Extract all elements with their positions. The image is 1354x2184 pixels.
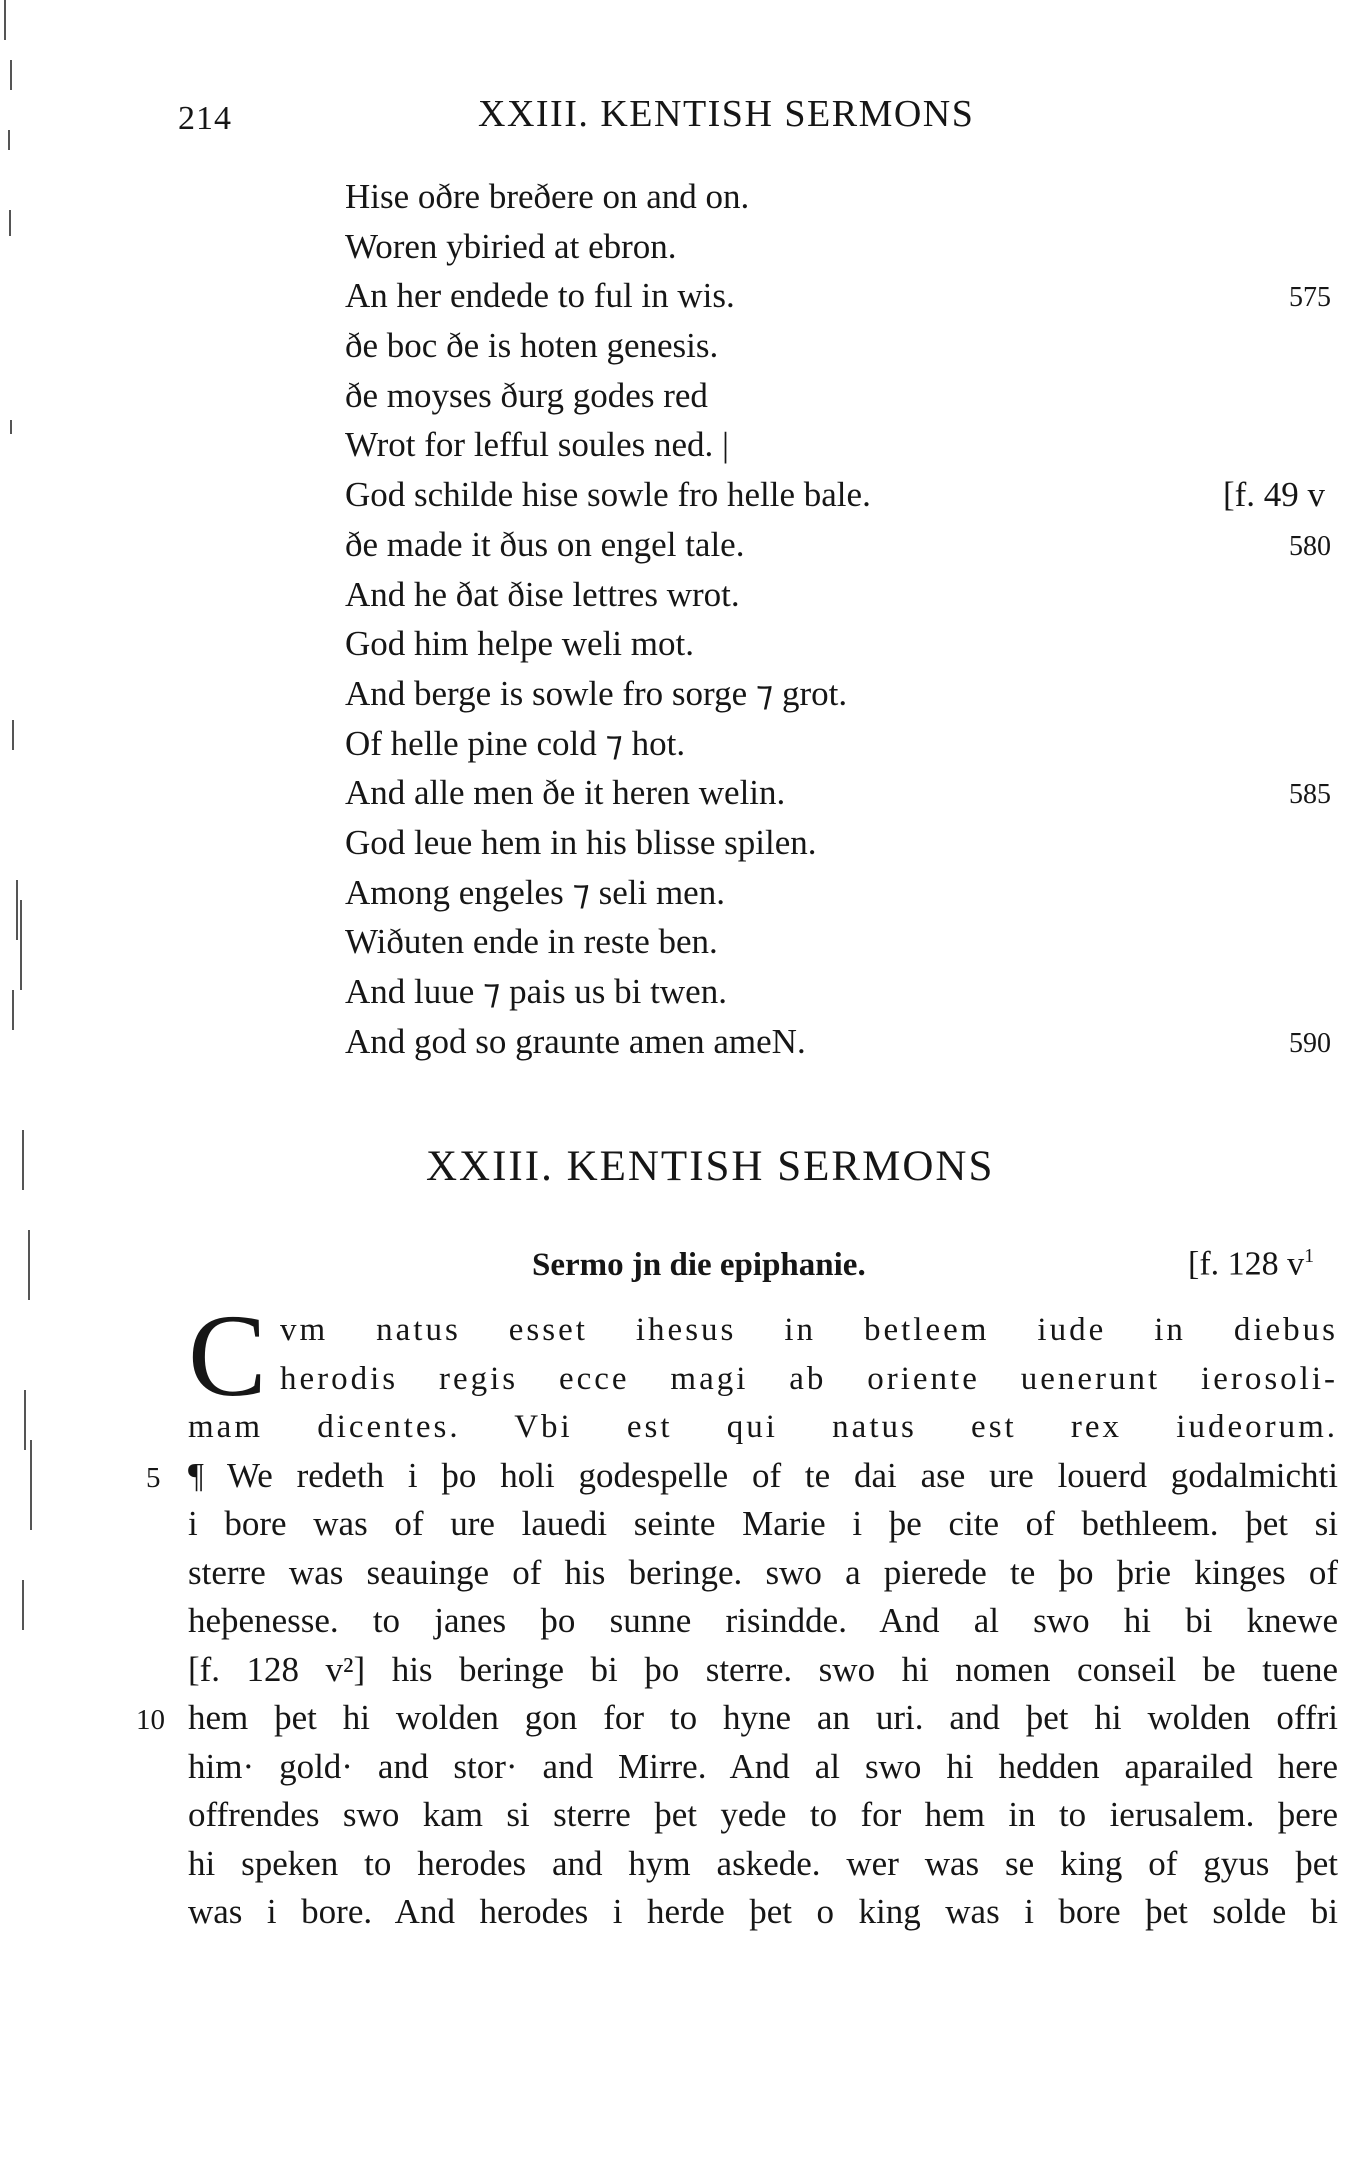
verse-line xyxy=(345,967,1345,1017)
prose-text: was i bore. And herodes i herde þet o king was i bore þet solde bi xyxy=(188,1892,1338,1931)
line-number: 585 xyxy=(1289,779,1331,811)
prose-line xyxy=(188,1888,1338,1937)
line-number: 5 xyxy=(146,1461,161,1494)
line-number: 575 xyxy=(1289,282,1331,314)
prose-line xyxy=(188,1500,1338,1549)
prose-line xyxy=(136,1694,1338,1743)
verse-text: And luue ⁊ pais us bi twen. xyxy=(345,972,727,1011)
verse-text: God him helpe weli mot. xyxy=(345,624,694,664)
verse-text: God leue hem in his blisse spilen. xyxy=(345,822,817,862)
verse-text: ðe boc ðe is hoten genesis. xyxy=(345,326,719,366)
verse-text: Wiðuten ende in reste ben. xyxy=(345,922,718,962)
verse-text: Hise oðre breðere on and on. xyxy=(345,177,750,216)
verse-line xyxy=(345,222,1345,272)
verse-line xyxy=(345,868,1345,918)
prose-line xyxy=(188,1403,1338,1452)
line-number: 580 xyxy=(1289,530,1331,562)
prose-text: sterre was seauinge of his beringe. swo a pierede te þo þrie kinges of xyxy=(188,1552,1338,1592)
verse-text: God schilde hise sowle fro helle bale. xyxy=(345,475,871,515)
verse-text: ðe made it ðus on engel tale. xyxy=(345,524,745,564)
prose-line xyxy=(188,1597,1338,1646)
verse-line xyxy=(345,321,1345,371)
drop-cap: C xyxy=(188,1290,267,1421)
running-head xyxy=(0,92,1354,142)
prose-line xyxy=(146,1452,1338,1501)
verse-text: And he ðat ðise lettres wrot. xyxy=(345,574,740,614)
section-title: XXIII. KENTISH SERMONS xyxy=(426,1143,995,1190)
line-number: 10 xyxy=(136,1704,165,1736)
verse-line xyxy=(345,818,1345,868)
prose-text: mam dicentes. Vbi est qui natus est rex iudeorum. xyxy=(188,1409,1338,1445)
line-number: 590 xyxy=(1289,1027,1331,1059)
prose-text: herodis regis ecce magi ab oriente uenerunt ierosoli- xyxy=(280,1360,1338,1397)
verse-line xyxy=(345,172,1345,222)
verse-text: Among engeles ⁊ seli men. xyxy=(345,872,725,912)
verse-line xyxy=(345,917,1345,967)
folio-marker: [f. 49 v xyxy=(1223,475,1326,515)
prose-text: i bore was of ure lauedi seinte Marie i þe cite of bethleem. þet si xyxy=(188,1504,1338,1543)
prose-text: vm natus esset ihesus in betleem iude in diebus xyxy=(280,1312,1338,1348)
verse-text: Woren ybiried at ebron. xyxy=(345,226,677,266)
prose-text: hi speken to herodes and hym askede. wer was se king of gyus þet xyxy=(188,1843,1338,1883)
verse-text: And god so graunte amen ameN. xyxy=(345,1021,806,1061)
prose-text: him· gold· and stor· and Mirre. And al swo hi hedden aparailed here xyxy=(188,1746,1338,1786)
verse-line xyxy=(345,719,1345,769)
verse-text: ðe moyses ðurg godes red xyxy=(345,375,708,415)
verse-line xyxy=(345,271,1345,321)
running-title: XXIII. KENTISH SERMONS xyxy=(478,93,975,135)
verse-text: Wrot for lefful soules ned. | xyxy=(345,425,730,465)
page-number: 214 xyxy=(178,100,232,137)
sermon-heading: Sermo jn die epiphanie. xyxy=(532,1247,866,1283)
prose-line xyxy=(188,1840,1338,1889)
verse-line xyxy=(345,1017,1345,1067)
prose-text: offrendes swo kam si sterre þet yede to for hem in to ierusalem. þere xyxy=(188,1795,1338,1834)
prose-text: ¶ We redeth i þo holi godespelle of te dai ase ure louerd godalmichti xyxy=(188,1455,1338,1495)
verse-line xyxy=(345,371,1345,421)
verse-text: And berge is sowle fro sorge ⁊ grot. xyxy=(345,673,848,713)
binding-edge xyxy=(0,0,48,1700)
prose-line xyxy=(188,1306,1338,1355)
verse-line xyxy=(345,619,1345,669)
prose-block xyxy=(136,1290,1338,1937)
verse-text: And alle men ðe it heren welin. xyxy=(345,773,786,813)
verse-text: An her endede to ful in wis. xyxy=(345,276,735,316)
prose-line xyxy=(188,1355,1338,1404)
verse-text: Of helle pine cold ⁊ hot. xyxy=(345,723,686,763)
prose-text: [f. 128 v²] his beringe bi þo sterre. swo hi nomen conseil be tuene xyxy=(188,1649,1338,1689)
verse-line xyxy=(345,470,1345,520)
prose-line xyxy=(188,1743,1338,1792)
verse-line xyxy=(345,768,1345,818)
verse-line xyxy=(345,420,1345,470)
folio-reference: [f. 128 $v^1$ xyxy=(1188,1245,1315,1283)
prose-line xyxy=(188,1646,1338,1695)
prose-text: hem þet hi wolden gon for to hyne an uri. and þet hi wolden offri xyxy=(188,1698,1338,1737)
verse-line xyxy=(345,669,1345,719)
verse-line xyxy=(345,520,1345,570)
prose-text: heþenesse. to janes þo sunne risindde. And al swo hi bi knewe xyxy=(188,1601,1338,1640)
prose-line xyxy=(188,1549,1338,1598)
prose-line xyxy=(188,1791,1338,1840)
verse-line xyxy=(345,570,1345,620)
verse-block xyxy=(345,172,1345,1066)
